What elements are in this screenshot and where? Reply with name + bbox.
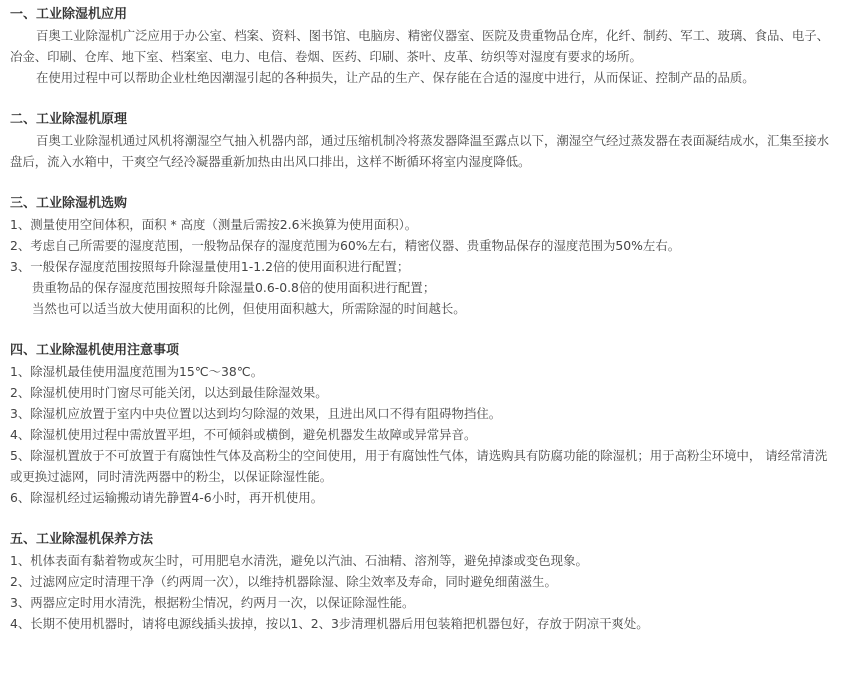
section-selection [10, 193, 838, 319]
section-heading: 一、工业除湿机应用 [10, 7, 128, 22]
section-heading: 四、工业除湿机使用注意事项 [10, 343, 180, 358]
paragraph: 百奥工业除湿机通过风机将潮湿空气抽入机器内部，通过压缩机制冷将蒸发器降温至露点以下，潮湿空气经过蒸发器在表面凝结成水，汇集至接水盘后，流入水箱中，干爽空气经冷凝器重新加热由出风口排出，这样不断循环将室内湿度降低。 [10, 133, 829, 169]
list-item: 4、除湿机使用过程中需放置平坦，不可倾斜或横倒，避免机器发生故障或异常异音。 [10, 427, 477, 442]
section-maintenance [10, 529, 838, 634]
list-item: 4、长期不使用机器时，请将电源线插头拔掉，按以1、2、3步清理机器后用包装箱把机器包好，存放于阴凉干爽处。 [10, 616, 649, 631]
section-heading: 二、工业除湿机原理 [10, 112, 128, 127]
list-item: 2、考虑自己所需要的湿度范围，一般物品保存的湿度范围为60%左右，精密仪器、贵重物品保存的湿度范围为50%左右。 [10, 238, 681, 253]
section-heading: 五、工业除湿机保养方法 [10, 532, 154, 547]
list-item: 1、测量使用空间体积，面积 * 高度（测量后需按2.6米换算为使用面积）。 [10, 217, 418, 232]
list-subitem: 当然也可以适当放大使用面积的比例，但使用面积越大，所需除湿的时间越长。 [32, 301, 466, 316]
list-item: 6、除湿机经过运输搬动请先静置4-6小时，再开机使用。 [10, 490, 324, 505]
list-subitem: 贵重物品的保存湿度范围按照每升除湿量0.6-0.8倍的使用面积进行配置； [32, 280, 436, 295]
list-item: 3、除湿机应放置于室内中央位置以达到均匀除湿的效果，且进出风口不得有阻碍物挡住。 [10, 406, 502, 421]
list-item: 2、过滤网应定时清理干净（约两周一次），以维持机器除湿、除尘效率及寿命，同时避免细菌滋生。 [10, 574, 557, 589]
list-item: 2、除湿机使用时门窗尽可能关闭，以达到最佳除湿效果。 [10, 385, 328, 400]
section-principle [10, 109, 838, 172]
section-heading: 三、工业除湿机选购 [10, 196, 128, 211]
list-item: 1、机体表面有黏着物或灰尘时，可用肥皂水清洗，避免以汽油、石油精、溶剂等，避免掉漆或变色现象。 [10, 553, 588, 568]
paragraph: 百奥工业除湿机广泛应用于办公室、档案、资料、图书馆、电脑房、精密仪器室、医院及贵重物品仓库，化纤、制药、军工、玻璃、食品、电子、冶金、印刷、仓库、地下室、档案室、电力、电信、卷烟、医药、印刷、茶叶、皮革、纺织等对湿度有要求的场所。 [10, 28, 829, 64]
section-application [10, 4, 838, 88]
paragraph: 在使用过程中可以帮助企业杜绝因潮湿引起的各种损失，让产品的生产、保存能在合适的湿度中进行，从而保证、控制产品的品质。 [36, 70, 755, 85]
section-precautions [10, 340, 838, 508]
list-item: 3、两器应定时用水清洗，根据粉尘情况，约两月一次，以保证除湿性能。 [10, 595, 415, 610]
list-item: 3、一般保存湿度范围按照每升除湿量使用1-1.2倍的使用面积进行配置； [10, 259, 410, 274]
list-item: 1、除湿机最佳使用温度范围为15℃～38℃。 [10, 364, 264, 379]
list-item: 5、除湿机置放于不可放置于有腐蚀性气体及高粉尘的空间使用，用于有腐蚀性气体，请选购具有防腐功能的除湿机；用于高粉尘环境中， 请经常清洗或更换过滤网，同时清洗两器中的粉尘，以保证除湿性能。 [10, 448, 828, 484]
